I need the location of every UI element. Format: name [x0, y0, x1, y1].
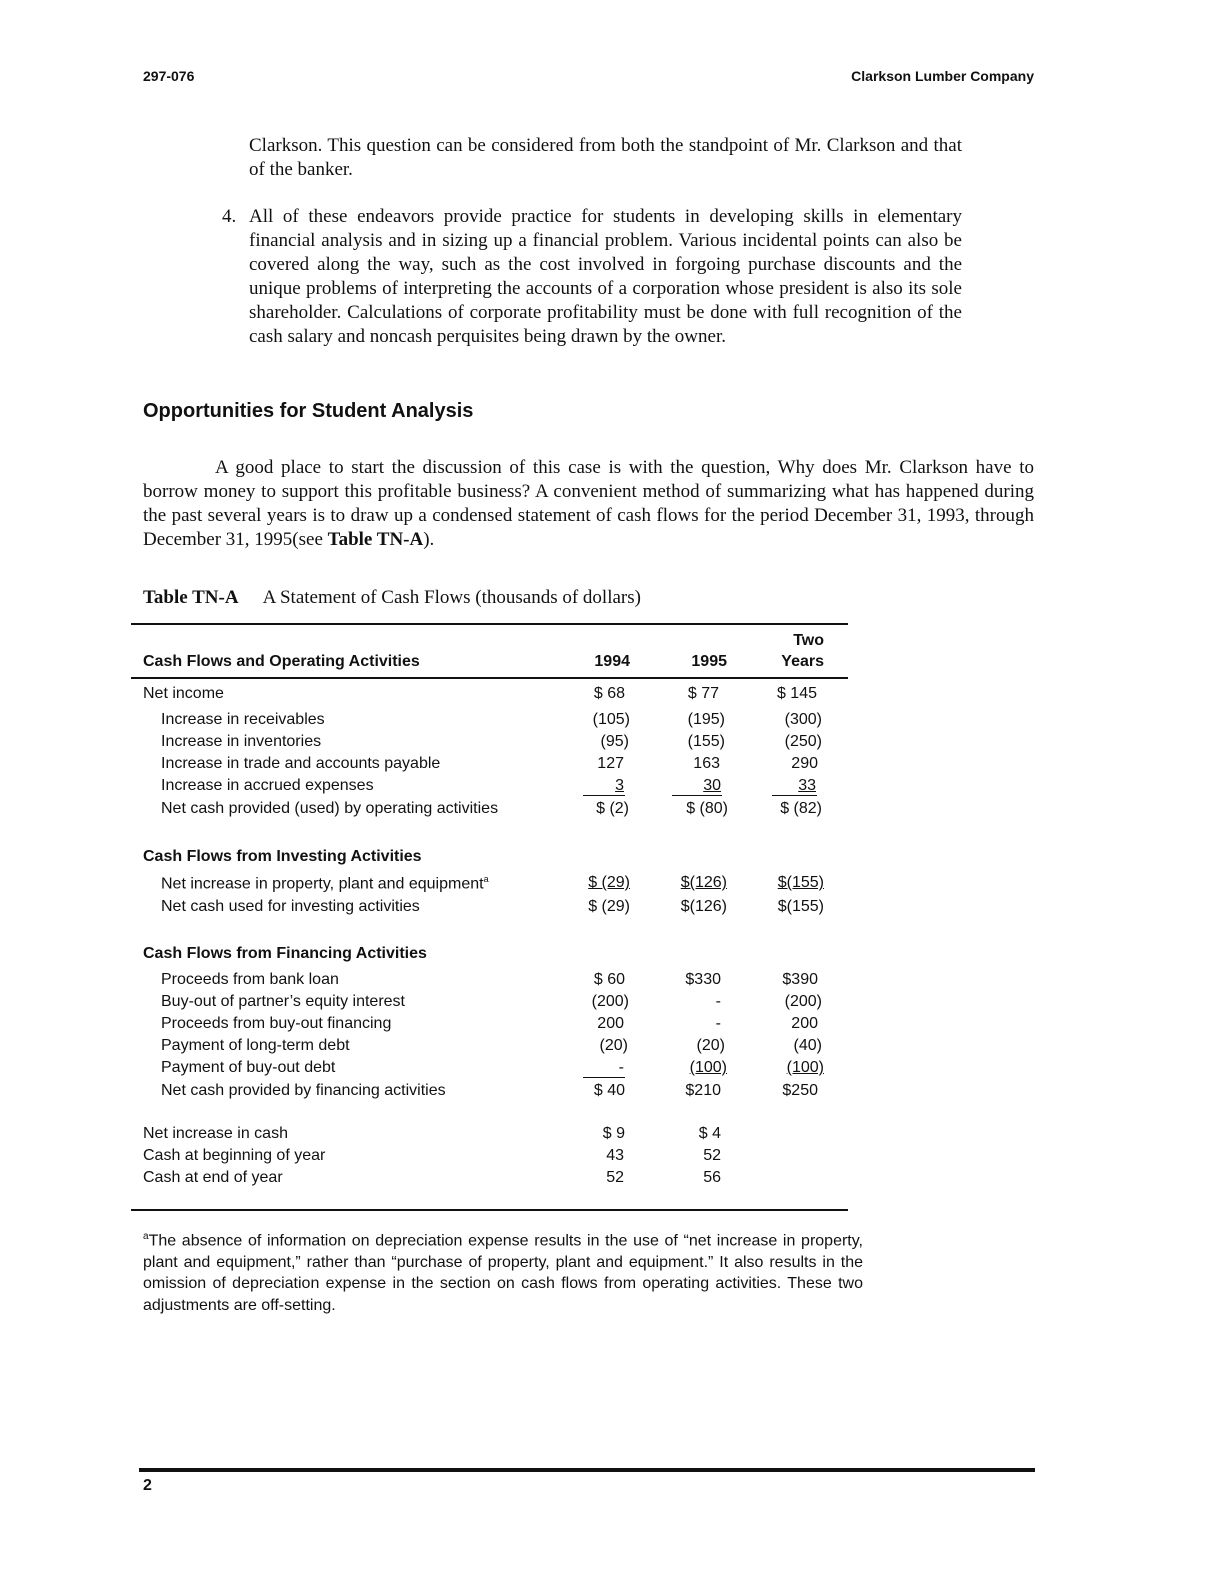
intro-paragraph: [143, 456, 1034, 552]
cell-two-years: $(155): [777, 874, 824, 891]
subtotal-rule: [672, 795, 722, 796]
cell-1995: 30: [703, 777, 721, 794]
cell-two-years: $ (82): [780, 800, 822, 817]
column-header-two-years-line1: Two: [793, 632, 824, 649]
cell-1995: $(126): [680, 898, 727, 915]
row-label: Increase in accrued expenses: [161, 777, 374, 794]
cell-1994: (105): [592, 711, 630, 728]
cell-two-years: $ 145: [776, 685, 817, 702]
cell-1995: $ 4: [698, 1125, 721, 1142]
cell-two-years: (40): [793, 1037, 822, 1054]
page-number: 2: [143, 1477, 152, 1494]
cell-1995: $330: [685, 971, 721, 988]
cell-two-years: $(155): [777, 898, 824, 915]
subtotal-rule: [583, 1077, 625, 1078]
cell-1995: 163: [693, 755, 720, 772]
column-header-label: Cash Flows and Operating Activities: [143, 653, 420, 670]
cell-1994: $ 68: [593, 685, 625, 702]
table-top-rule: [131, 623, 848, 625]
cell-1994: $ 40: [593, 1082, 625, 1099]
intro-text-end: ).: [423, 529, 435, 550]
column-header-1995: 1995: [691, 653, 727, 670]
table-reference: Table TN-A: [327, 529, 424, 550]
footnote-marker: a: [143, 1231, 149, 1242]
row-label: Net cash provided by financing activities: [161, 1082, 446, 1099]
cell-two-years: (200): [784, 993, 822, 1010]
cell-1994: 127: [597, 755, 624, 772]
row-label: Increase in trade and accounts payable: [161, 755, 441, 772]
row-label: Cash at beginning of year: [143, 1147, 326, 1164]
table-bottom-rule: [131, 1209, 848, 1211]
row-label: Proceeds from buy-out financing: [161, 1015, 392, 1032]
column-header-1994: 1994: [594, 653, 630, 670]
table-footnote: [143, 1226, 863, 1316]
section-heading: Opportunities for Student Analysis: [143, 400, 474, 422]
cell-1995: $ 77: [687, 685, 719, 702]
cell-1995: (100): [689, 1059, 727, 1076]
cell-1995: 56: [703, 1169, 721, 1186]
column-header-two-years-line2: Years: [781, 653, 824, 670]
subtotal-rule: [772, 795, 817, 796]
list-item-number: 4.: [222, 206, 237, 227]
cell-1995: $ (80): [686, 800, 728, 817]
cell-1994: 52: [606, 1169, 624, 1186]
cell-two-years: (300): [784, 711, 822, 728]
row-label: Net cash provided (used) by operating activities: [161, 800, 499, 817]
cell-1994: $ (2): [596, 800, 629, 817]
cell-two-years: 290: [791, 755, 818, 772]
cell-two-years: 33: [798, 777, 816, 794]
cell-1995: (20): [696, 1037, 725, 1054]
document-number: 297-076: [143, 68, 195, 84]
row-label: Proceeds from bank loan: [161, 971, 339, 988]
paragraph-continuation: Clarkson. This question can be considered from both the standpoint of Mr. Clarkson and that of the banker.: [249, 135, 962, 180]
cell-1994: (95): [600, 733, 629, 750]
row-label: Buy-out of partner’s equity interest: [161, 993, 405, 1010]
cell-1995: (155): [687, 733, 725, 750]
cell-1994: $ (29): [588, 898, 630, 915]
row-label: Net income: [143, 685, 224, 702]
row-label: Net cash used for investing activities: [161, 898, 420, 915]
cell-1994: 200: [597, 1015, 624, 1032]
financing-section-heading: Cash Flows from Financing Activities: [143, 945, 427, 962]
footer-rule: [139, 1468, 1035, 1472]
subtotal-rule: [583, 795, 625, 796]
cell-1994: $ 60: [593, 971, 625, 988]
cell-two-years: (100): [786, 1059, 824, 1076]
cell-1994: $ (29): [588, 874, 630, 891]
row-label: Increase in receivables: [161, 711, 325, 728]
cell-1995: $210: [685, 1082, 721, 1099]
cell-1995: 52: [703, 1147, 721, 1164]
footnote-marker: a: [483, 874, 489, 884]
row-label: Cash at end of year: [143, 1169, 283, 1186]
row-label: Payment of buy-out debt: [161, 1059, 336, 1076]
intro-text: A good place to start the discussion of this case is with the question, Why does Mr. Clarkson have to borrow money to support this profitable business? A convenient method of summarizing what has happened during the past several years is to draw up a condensed statement of cash flows for the period December 31, 1993, through December 31, 1995(see: [143, 457, 1034, 550]
investing-section-heading: Cash Flows from Investing Activities: [143, 848, 422, 865]
cell-1994: (20): [599, 1037, 628, 1054]
table-header-rule: [131, 677, 848, 679]
table-caption-title: A Statement of Cash Flows (thousands of dollars): [262, 587, 641, 608]
cell-1994: -: [618, 1059, 624, 1076]
cell-two-years: (250): [784, 733, 822, 750]
table-caption: [143, 587, 641, 609]
cell-two-years: $390: [782, 971, 818, 988]
cell-two-years: $250: [782, 1082, 818, 1099]
cell-1995: -: [715, 1015, 721, 1032]
row-label: Net increase in cash: [143, 1125, 288, 1142]
cell-1994: $ 9: [602, 1125, 625, 1142]
cell-1995: (195): [687, 711, 725, 728]
cell-1994: (200): [591, 993, 629, 1010]
row-label: Increase in inventories: [161, 733, 322, 750]
list-item-text: All of these endeavors provide practice for students in developing skills in elementary financial analysis and in sizing up a financial problem. Various incidental points can also be covered along the way, such as the cost involved in forgoing purchase discounts and the unique problems of interpreting the accounts of a corporation whose president is also its sole shareholder. Calculations of corporate profitability must be done with full recognition of the cash salary and noncash perquisites being drawn by the owner.: [249, 206, 962, 347]
cell-1994: 3: [615, 777, 624, 794]
footnote-text: The absence of information on depreciation expense results in the use of “net increase in property, plant and equipment,” rather than “purchase of property, plant and equipment.” It also results in the omission of depreciation expense in the section on cash flows from operating activities. These two adjustments are off-setting.: [143, 1232, 863, 1314]
cell-1995: -: [715, 993, 721, 1010]
cell-1994: 43: [606, 1147, 624, 1164]
table-caption-label: Table TN-A: [143, 587, 239, 608]
cell-1995: $(126): [680, 874, 727, 891]
cell-two-years: 200: [791, 1015, 818, 1032]
row-label-text: Net increase in property, plant and equipment: [161, 875, 484, 893]
case-title: Clarkson Lumber Company: [851, 68, 1034, 84]
row-label: Payment of long-term debt: [161, 1037, 350, 1054]
row-label: [161, 874, 489, 893]
